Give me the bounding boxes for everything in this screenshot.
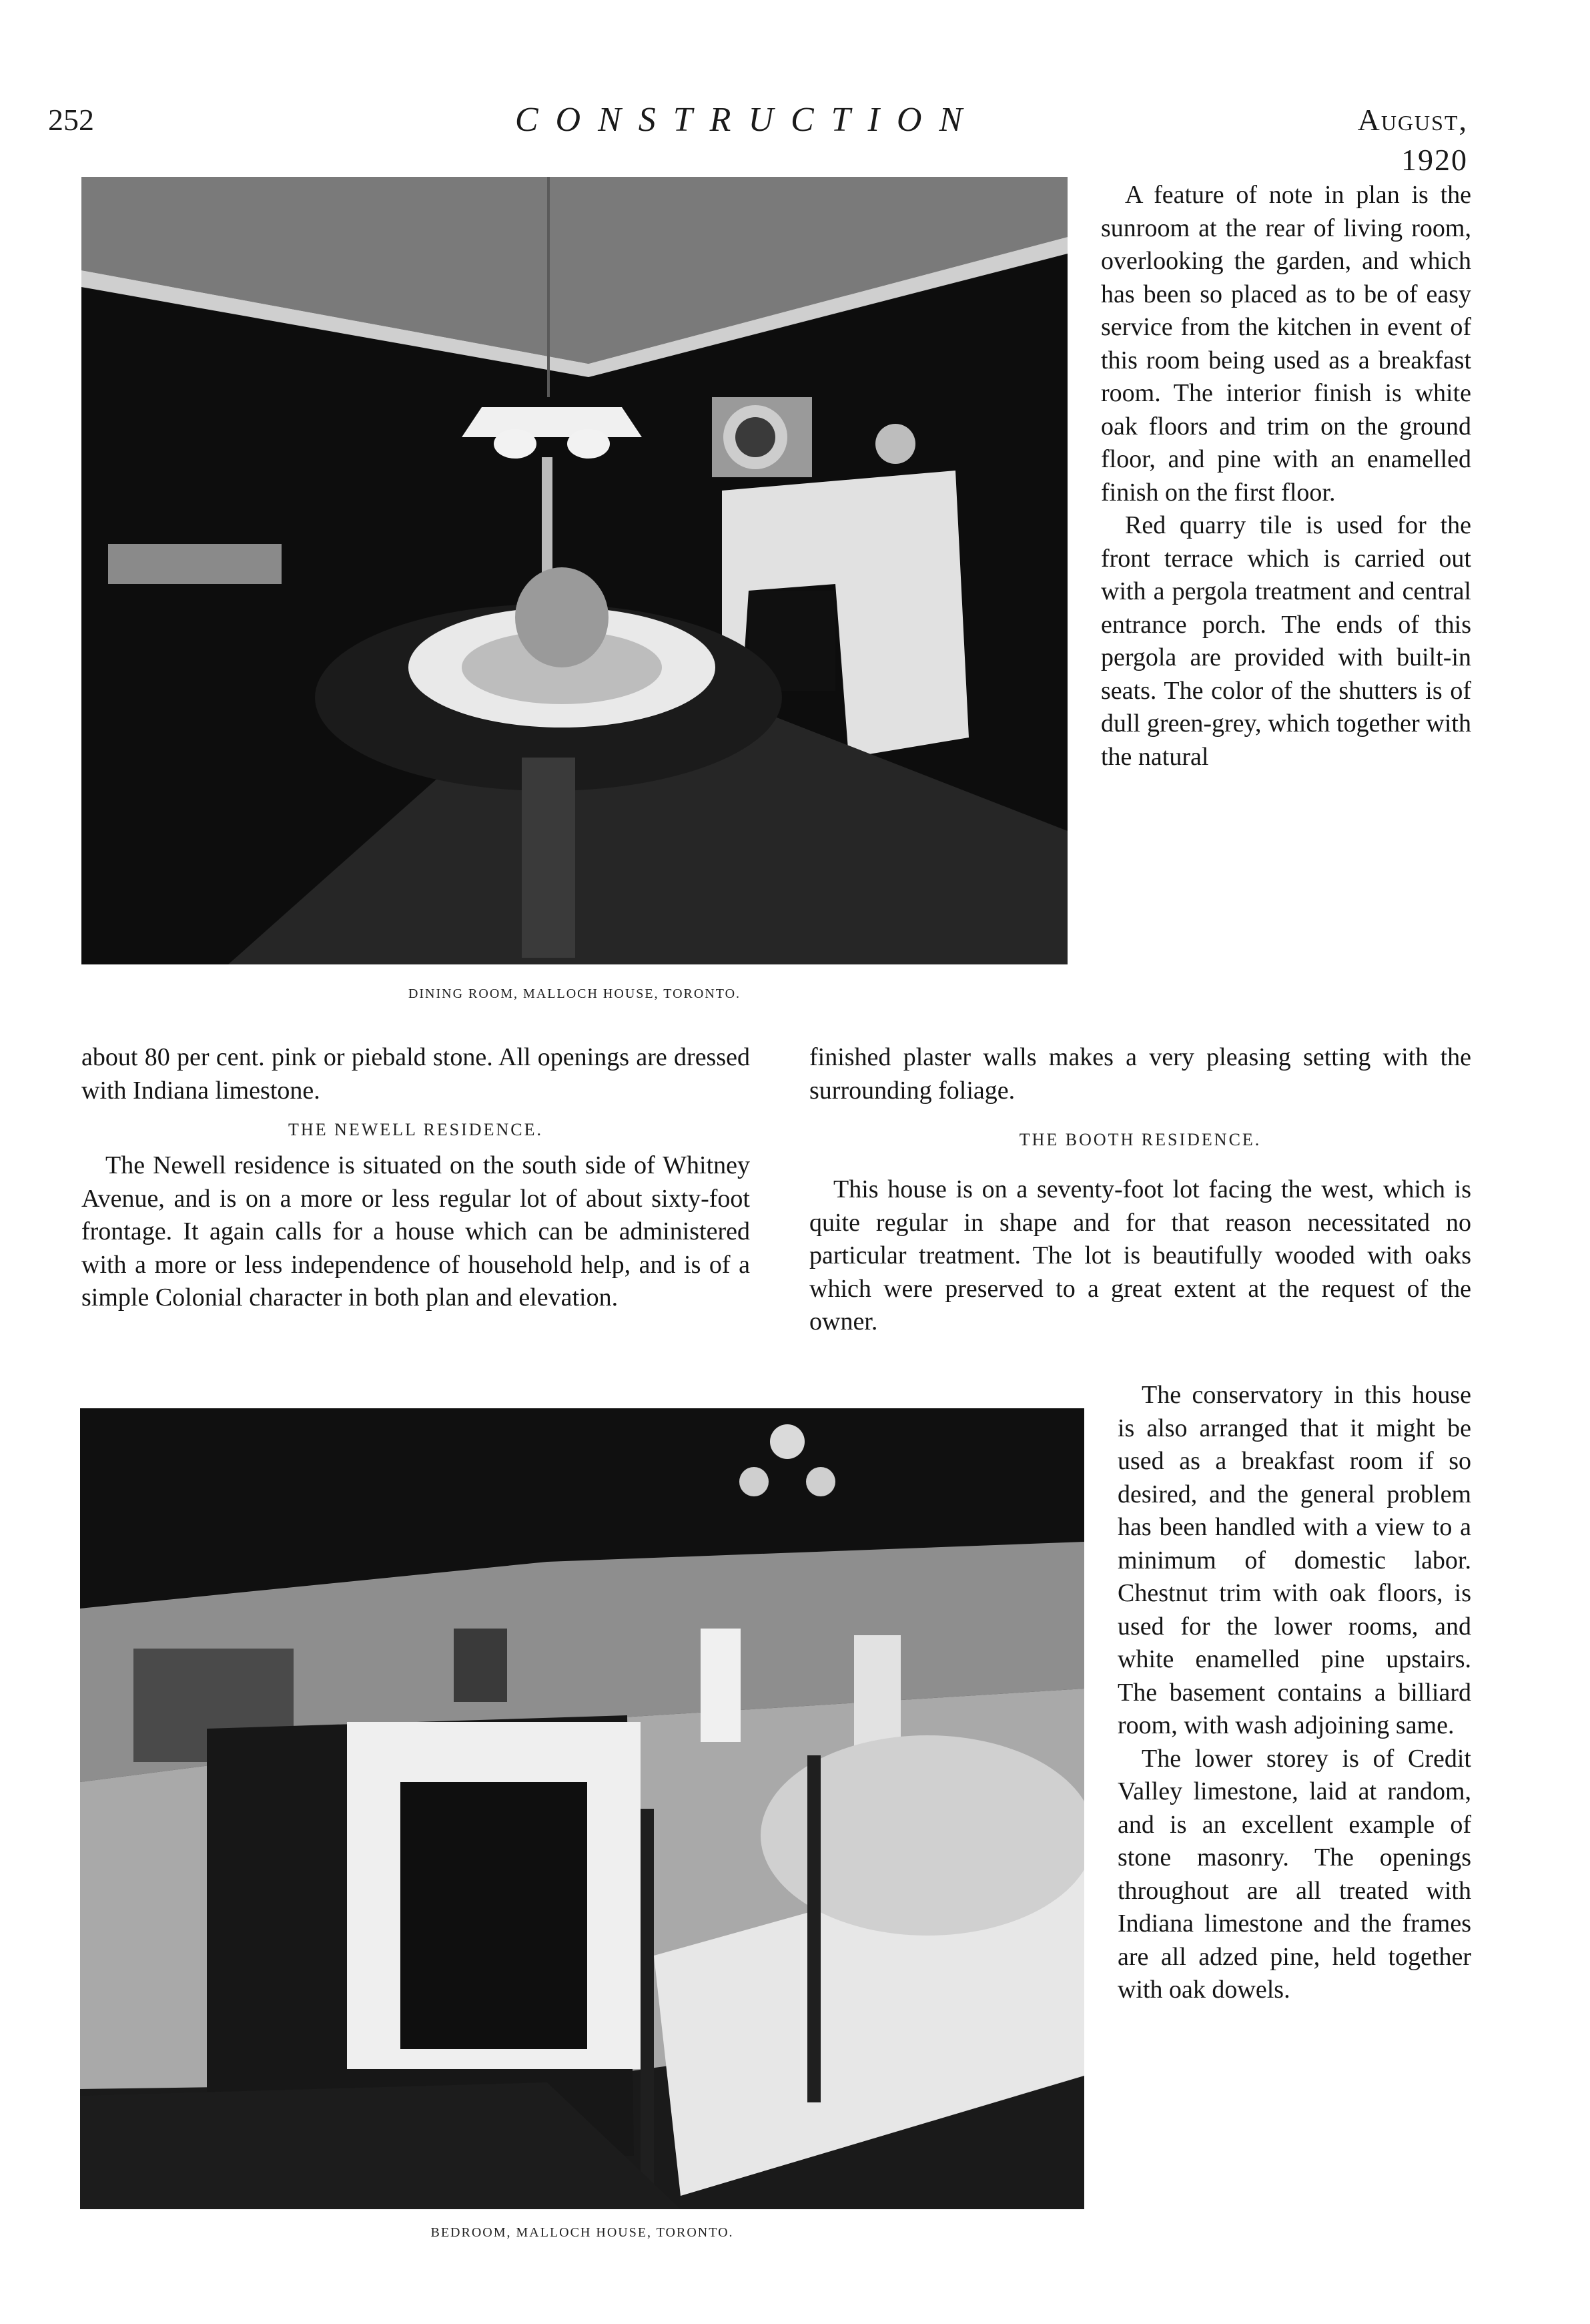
conservatory-paragraph-text: The conservatory in this house is also arranged that it might be used as a breakfast room if so desired, and the general problem has been handled with a view to a minimum of domestic labor. Chestnut trim with oak floors, is used for the lower rooms, and white enamelled pine upstairs. The basement contains a billiard room, with wash adjoining same. [1118, 1381, 1471, 1739]
page-number: 252 [48, 103, 94, 137]
booth-heading: THE BOOTH RESIDENCE. [1019, 1130, 1262, 1149]
issue-date: August, 1920 [1357, 103, 1468, 177]
sunroom-paragraph-text: A feature of note in plan is the sunroom at the rear of living room, overlooking the garden, and which has been so placed as to be of easy service from the kitchen in event of this room being used as a breakfast room. The interior finish is white oak floors and trim on the ground floor, and pine with an enamelled finish on the first floor. [1101, 181, 1471, 507]
terrace-paragraph-upper: Red quarry tile is used for the front terrace which is carried out with a pergola treatment and central entrance porch. The ends of this pergola are provided with built-in seats. The color of the shutters is of dull green-grey, which together with the natural [1101, 511, 1471, 771]
bedroom-photo [80, 1408, 1084, 2209]
newell-paragraph-text: The Newell residence is situated on the south side of Whitney Avenue, and is on a more or less regular lot of about sixty-foot frontage. It again calls for a house which can be administered with a more or less independence of household help, and is of a simple Colonial character in both plan and elevation. [81, 1151, 750, 1312]
conservatory-paragraph [1118, 1379, 1471, 2007]
stone-continuation-text: about 80 per cent. pink or piebald stone. All openings are dressed with Indiana limestone. [81, 1043, 750, 1105]
terrace-paragraph-lower [809, 1041, 1471, 1107]
booth-paragraph-text: This house is on a seventy-foot lot facing the west, which is quite regular in shape and for that reason necessitated no particular treatment. The lot is beautifully wooded with oaks which were preserved to a great extent at the request of the owner. [809, 1175, 1471, 1336]
journal-title: CONSTRUCTION [514, 101, 980, 139]
stone-continuation [81, 1041, 750, 1107]
sunroom-paragraph [1101, 179, 1471, 774]
bedroom-caption: BEDROOM, MALLOCH HOUSE, TORONTO. [430, 2225, 734, 2240]
dining-room-photo [81, 177, 1068, 964]
newell-paragraph [81, 1149, 750, 1315]
terrace-paragraph-lower-text: finished plaster walls makes a very pleasing setting with the surrounding foliage. [809, 1043, 1471, 1105]
newell-heading: THE NEWELL RESIDENCE. [288, 1120, 543, 1139]
booth-paragraph [809, 1173, 1471, 1339]
dining-room-caption: DINING ROOM, MALLOCH HOUSE, TORONTO. [408, 986, 741, 1001]
lower-storey-paragraph: The lower storey is of Credit Valley limestone, laid at random, and is an excellent example of stone masonry. The openings throughout are all treated with Indiana limestone and the frames are all adzed pine, held together with oak dowels. [1118, 1744, 1471, 2004]
